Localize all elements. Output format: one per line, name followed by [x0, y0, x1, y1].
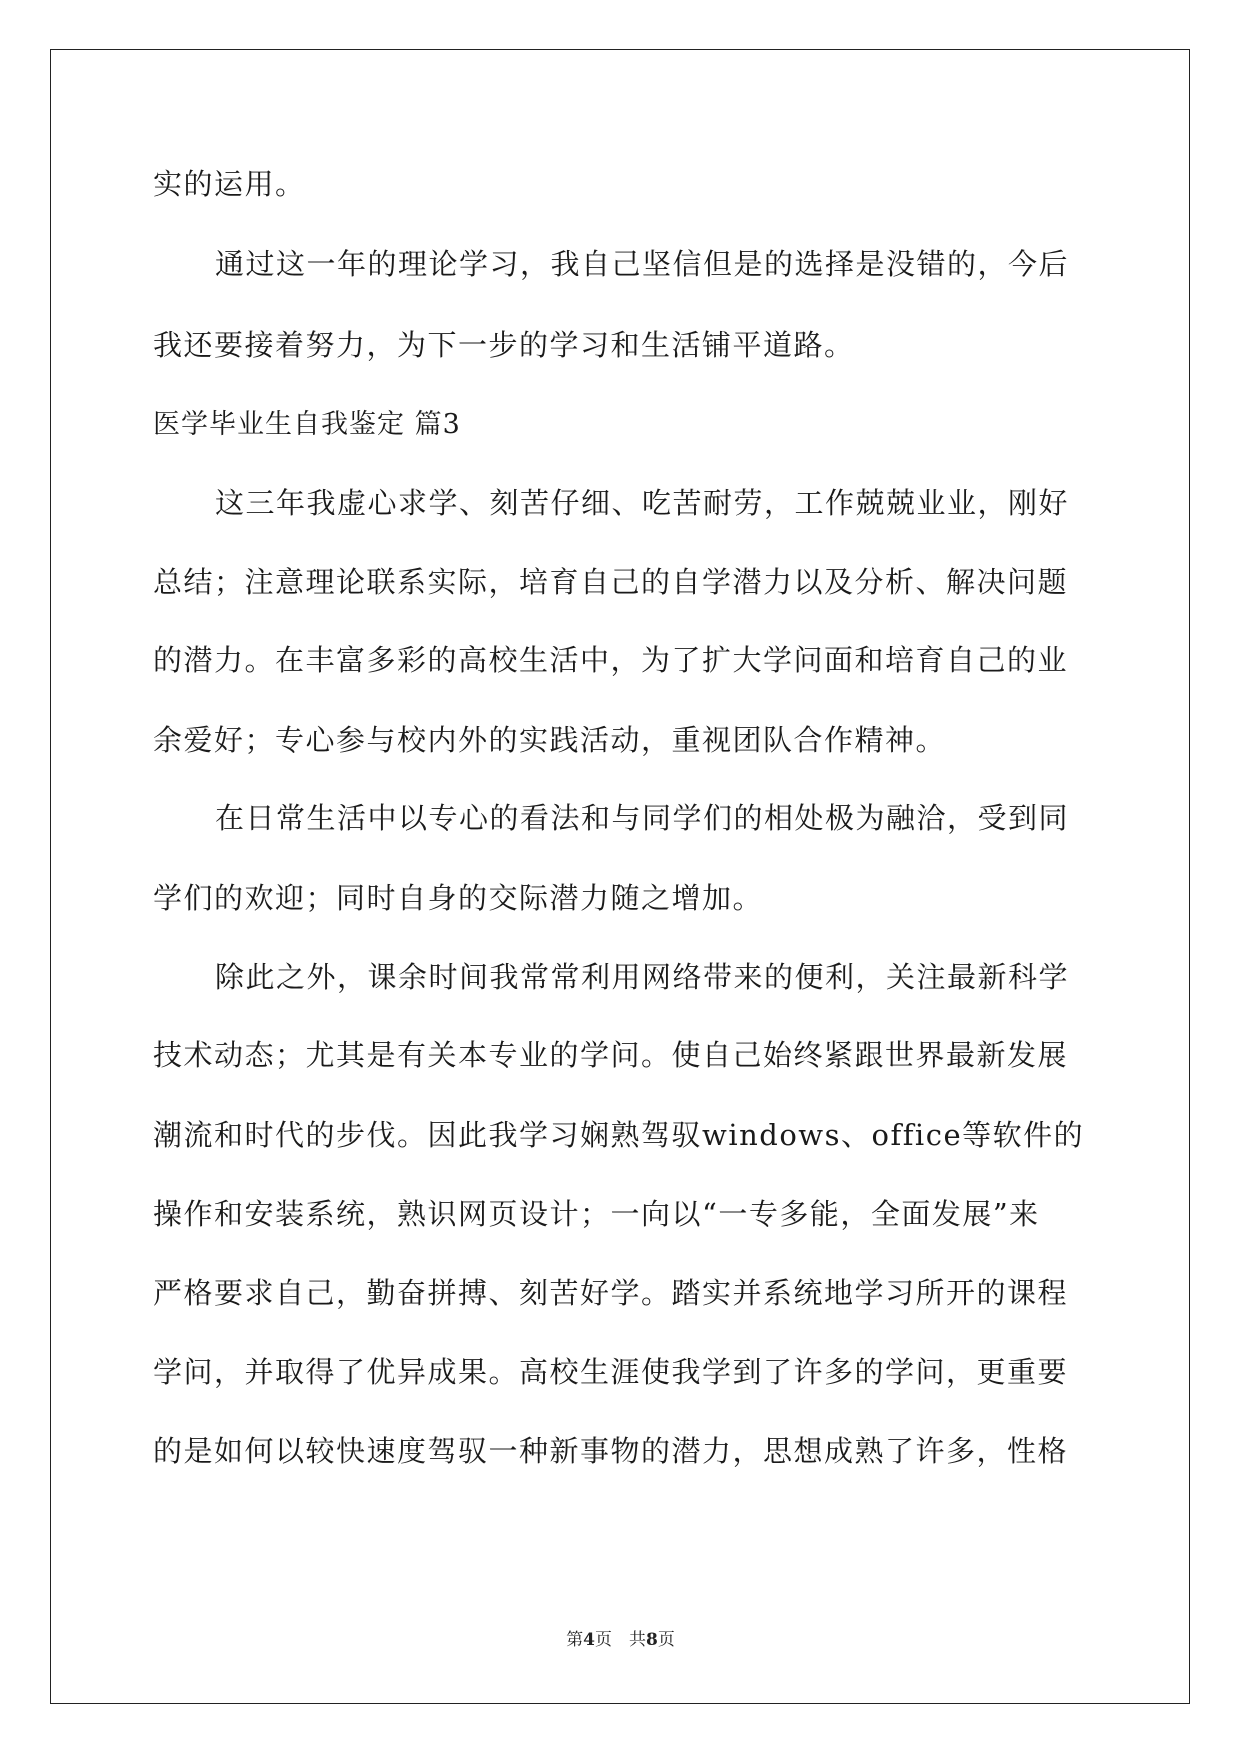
paragraph-line: 学们的欢迎；同时自身的交际潜力随之增加。: [153, 881, 764, 915]
paragraph-line: 潮流和时代的步伐。因此我学习娴熟驾驭windows、office等软件的: [153, 1118, 1085, 1152]
page-mid: 页 共: [595, 1630, 646, 1650]
paragraph-line: 学问，并取得了优异成果。高校生涯使我学到了许多的学问，更重要: [153, 1355, 1069, 1389]
paragraph-line: 在日常生活中以专心的看法和与同学们的相处极为融洽，受到同: [215, 801, 1070, 835]
paragraph-line: 实的运用。: [153, 167, 306, 201]
paragraph-line: 总结；注意理论联系实际，培育自己的自学潜力以及分析、解决问题: [153, 565, 1069, 599]
paragraph-line: 我还要接着努力，为下一步的学习和生活铺平道路。: [153, 328, 855, 362]
paragraph-line: 操作和安装系统，熟识网页设计；一向以“一专多能，全面发展”来: [153, 1197, 1040, 1231]
current-page-number: 4: [583, 1630, 595, 1650]
section-heading: 医学毕业生自我鉴定 篇3: [153, 409, 461, 440]
page-prefix: 第: [566, 1630, 584, 1650]
page-number-footer: [0, 1625, 1241, 1650]
paragraph-line: 技术动态；尤其是有关本专业的学问。使自己始终紧跟世界最新发展: [153, 1038, 1069, 1072]
paragraph-line: 的是如何以较快速度驾驭一种新事物的潜力，思想成熟了许多，性格: [153, 1434, 1069, 1468]
paragraph-line: 严格要求自己，勤奋拼搏、刻苦好学。踏实并系统地学习所开的课程: [153, 1276, 1069, 1310]
paragraph-line: 余爱好；专心参与校内外的实践活动，重视团队合作精神。: [153, 723, 947, 757]
total-page-number: 8: [646, 1630, 658, 1650]
paragraph-line: 这三年我虚心求学、刻苦仔细、吃苦耐劳，工作兢兢业业，刚好: [215, 486, 1070, 520]
paragraph-line: 除此之外，课余时间我常常利用网络带来的便利，关注最新科学: [215, 960, 1070, 994]
page-suffix: 页: [657, 1630, 675, 1650]
paragraph-line: 通过这一年的理论学习，我自己坚信但是的选择是没错的，今后: [215, 247, 1070, 281]
paragraph-line: 的潜力。在丰富多彩的高校生活中，为了扩大学问面和培育自己的业: [153, 643, 1069, 677]
